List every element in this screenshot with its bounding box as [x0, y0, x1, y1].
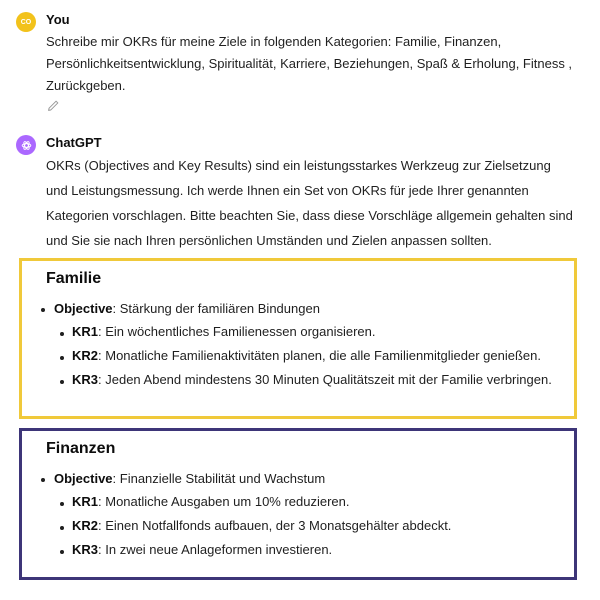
section-title: Finanzen — [46, 440, 116, 457]
openai-logo-icon — [16, 135, 36, 155]
kr-text: : Einen Notfallfonds aufbauen, der 3 Monatsgehälter abdeckt. — [98, 518, 452, 533]
kr-text: : Jeden Abend mindestens 30 Minuten Qualitätszeit mit der Familie verbringen. — [98, 372, 552, 387]
user-avatar: CO — [16, 12, 36, 32]
bullet-dot — [41, 478, 45, 482]
kr-text: : Monatliche Familienaktivitäten planen, die alle Familienmitglieder genießen. — [98, 348, 541, 363]
objective-text: : Stärkung der familiären Bindungen — [112, 301, 320, 316]
kr-label: KR2 — [72, 348, 99, 363]
key-result-line — [72, 368, 572, 392]
objective-line — [54, 471, 325, 486]
bullet-dot — [60, 356, 64, 360]
key-result-line — [72, 320, 572, 344]
pencil-icon[interactable] — [46, 99, 60, 113]
bullet-dot — [60, 550, 64, 554]
key-result-line — [72, 490, 572, 514]
section-familie — [19, 258, 577, 419]
kr-label: KR3 — [72, 372, 99, 387]
user-message-text: Schreibe mir OKRs für meine Ziele in folgenden Kategorien: Familie, Finanzen, Persönlichkeitsentwicklung, Spiritualität, Karriere, Beziehungen, Spaß & Erholung, Fitness , Zurückgeben. — [46, 34, 573, 93]
bullet-dot — [60, 502, 64, 506]
section-finanzen — [19, 428, 577, 580]
kr-label: KR2 — [72, 518, 99, 533]
objective-label: Objective — [54, 301, 113, 316]
assistant-name: ChatGPT — [46, 135, 102, 150]
kr-label: KR1 — [72, 324, 99, 339]
key-result-line — [72, 538, 572, 562]
assistant-intro-text: OKRs (Objectives and Key Results) sind ein leistungsstarkes Werkzeug zur Zielsetzung und Leistungsmessung. Ich werde Ihnen ein Set von OKRs für jede Ihrer genannten Kategorien vorschlagen. Bitte beachten Sie, dass diese Vorschläge allgemein gehalten sind und Sie sie nach Ihren persönlichen Umständen und Zielen anpassen sollten. — [46, 158, 573, 248]
bullet-dot — [60, 380, 64, 384]
objective-label: Objective — [54, 471, 113, 486]
kr-text: : Ein wöchentliches Familienessen organisieren. — [98, 324, 376, 339]
section-title: Familie — [46, 270, 102, 287]
objective-line — [54, 301, 320, 316]
kr-label: KR1 — [72, 494, 99, 509]
objective-text: : Finanzielle Stabilität und Wachstum — [112, 471, 326, 486]
bullet-dot — [60, 526, 64, 530]
user-name: You — [46, 12, 70, 27]
bullet-dot — [60, 332, 64, 336]
key-result-line — [72, 344, 572, 368]
key-result-line — [72, 514, 572, 538]
kr-label: KR3 — [72, 542, 99, 557]
kr-text: : Monatliche Ausgaben um 10% reduzieren. — [98, 494, 350, 509]
kr-text: : In zwei neue Anlageformen investieren. — [98, 542, 333, 557]
bullet-dot — [41, 308, 45, 312]
